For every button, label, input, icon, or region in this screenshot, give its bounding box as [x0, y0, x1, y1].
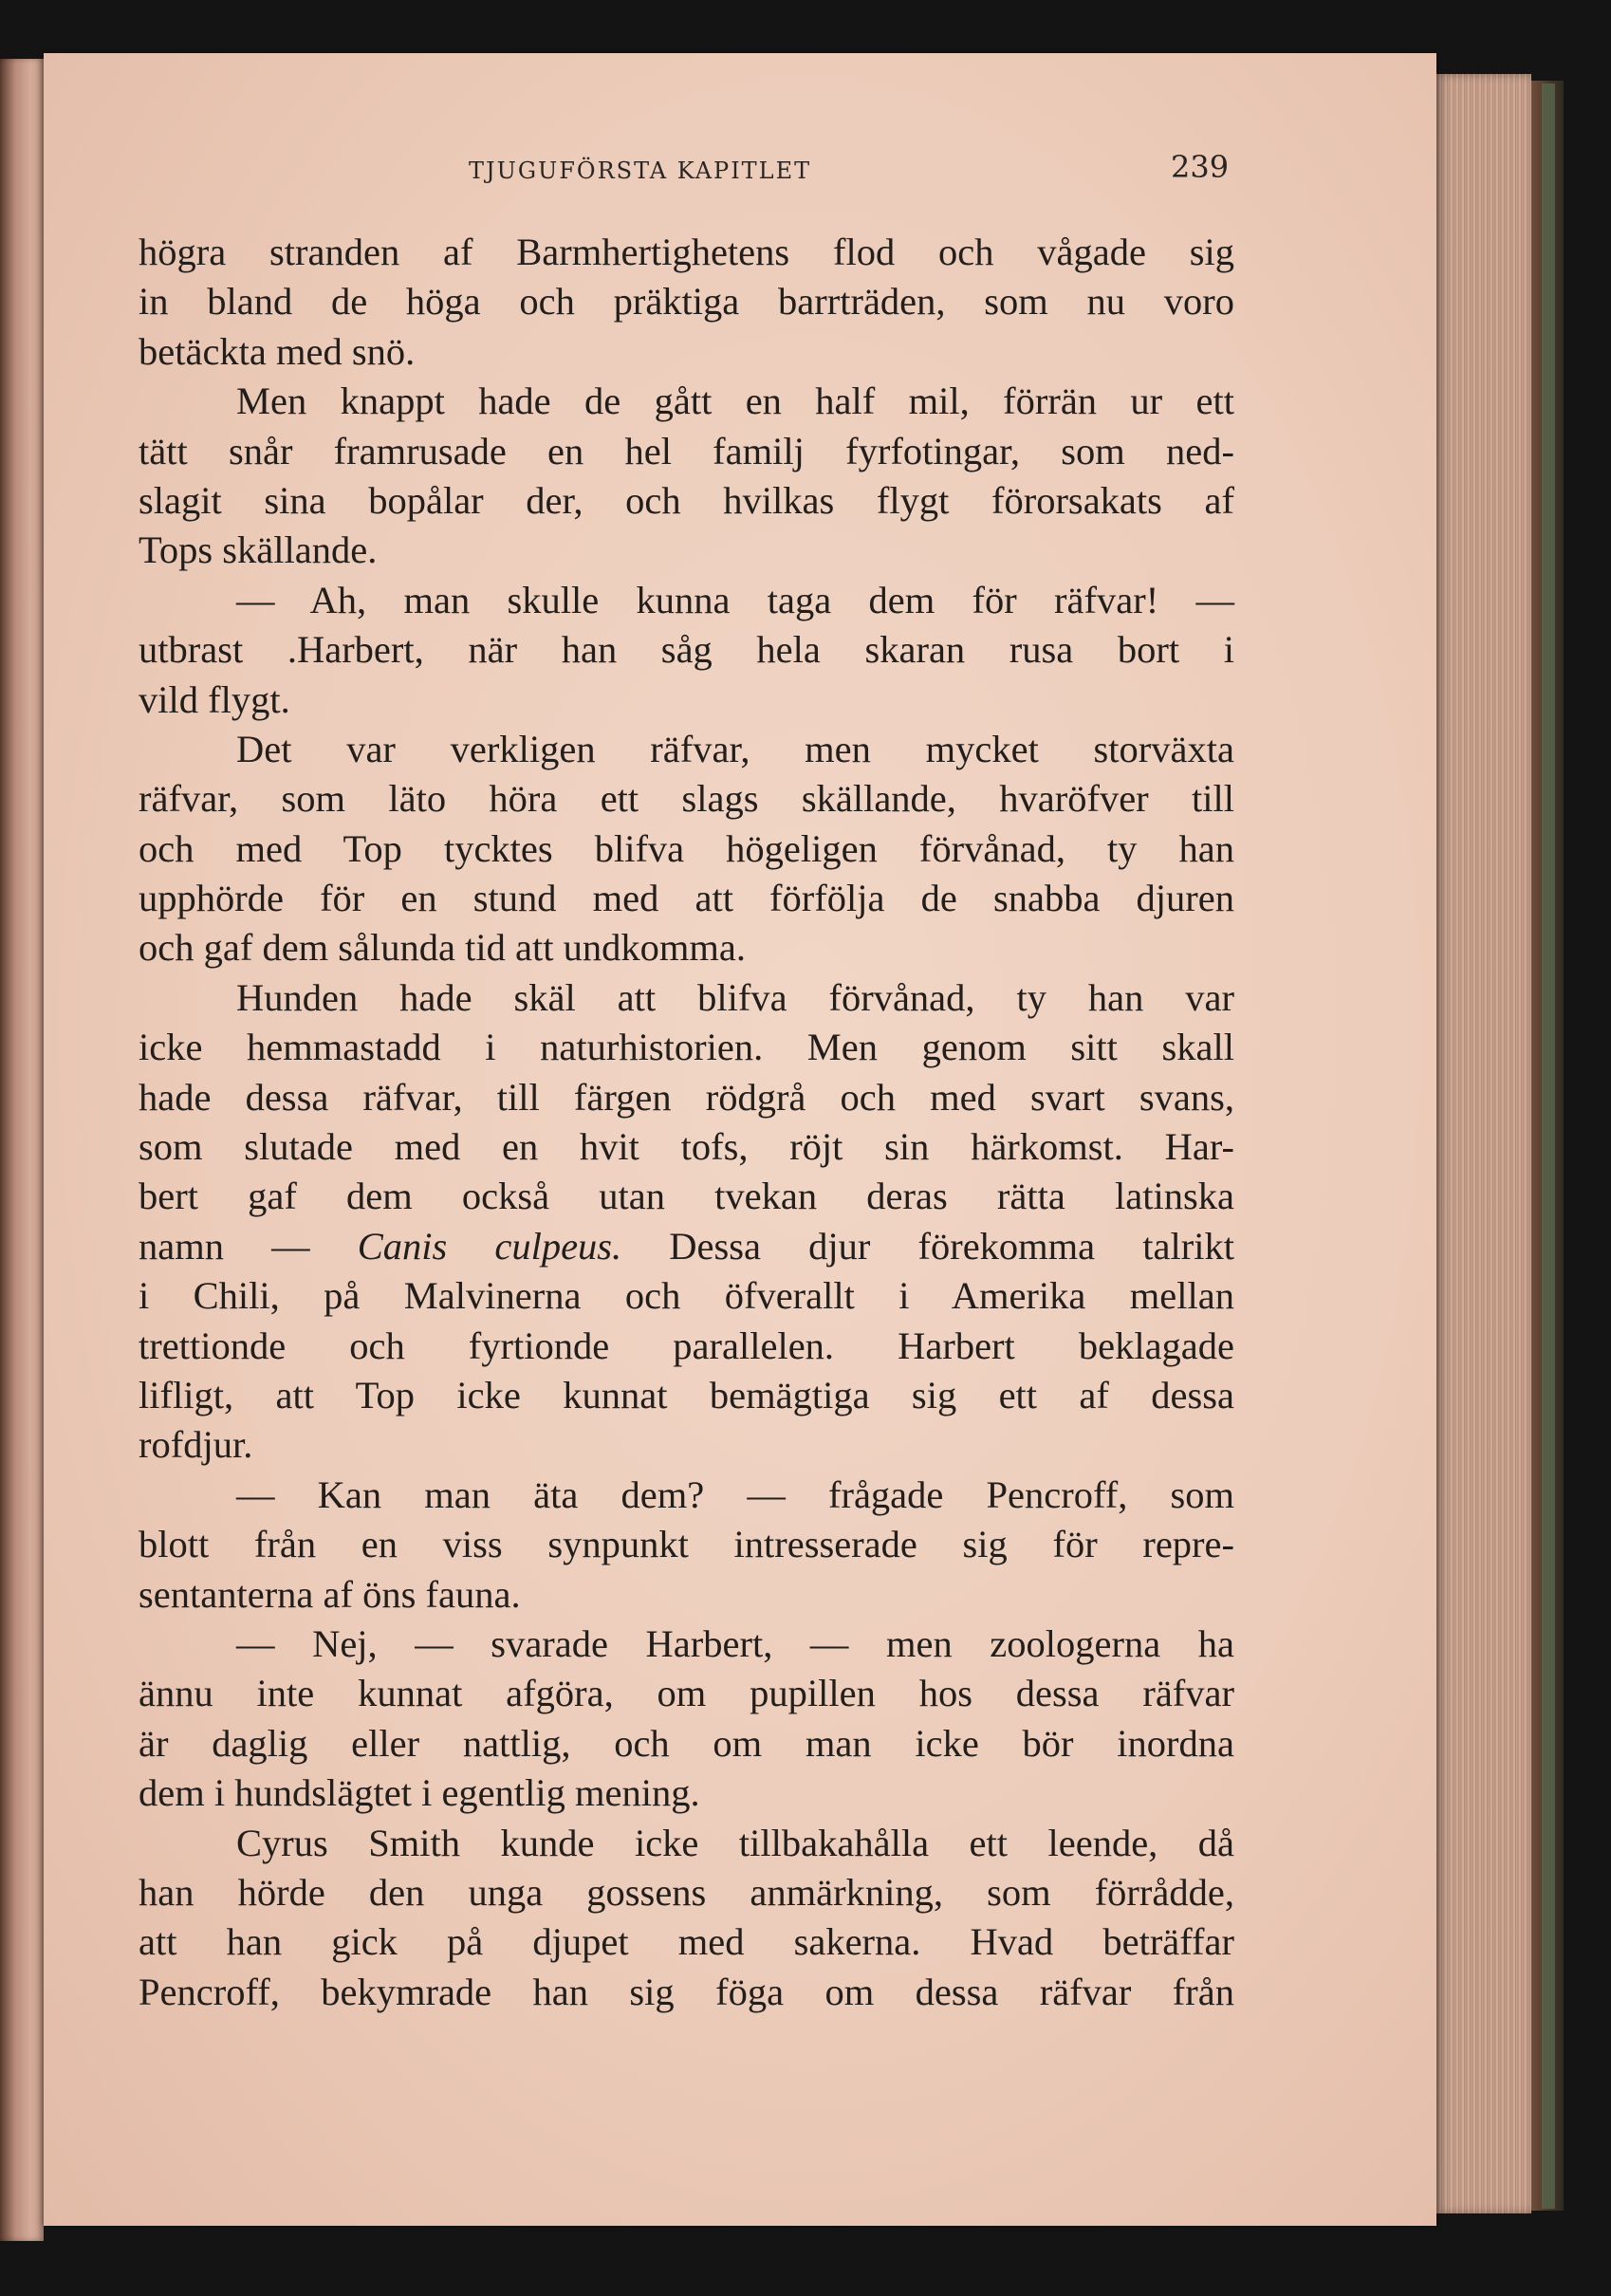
text-line-content: icke hemmastadd i naturhistorien. Men genom sitt skall: [139, 1026, 1234, 1069]
text-line: [139, 1222, 1234, 1271]
text-line: [139, 1073, 1234, 1122]
text-line: [139, 1768, 1234, 1818]
text-line: [139, 1520, 1234, 1569]
text-line-content: räfvar, som läto höra ett slags skällande, hvaröfver till: [139, 777, 1234, 821]
text-line-content: utbrast .Harbert, när han såg hela skaran rusa bort i: [139, 628, 1234, 672]
text-line-content: och gaf dem sålunda tid att undkomma.: [139, 926, 746, 970]
italic-term: Canis culpeus.: [357, 1224, 622, 1268]
text-line: [139, 1172, 1234, 1221]
text-line-content: rofdjur.: [139, 1423, 253, 1467]
text-line: [139, 1868, 1234, 1917]
text-line-content: hade dessa räfvar, till färgen rödgrå och med svart svans,: [139, 1075, 1234, 1119]
text-line: [139, 427, 1234, 476]
text-line: [139, 526, 1234, 575]
text-line: [139, 1271, 1234, 1321]
text-line: [139, 576, 1234, 625]
text-line-content: slagit sina bopålar der, och hvilkas flygt förorsakats af: [139, 478, 1234, 522]
text-line: [139, 923, 1234, 972]
page-block-edges: [1436, 74, 1531, 2213]
text-line-content: Men knappt hade de gått en half mil, förrän ur ett: [236, 380, 1234, 423]
text-line: [139, 874, 1234, 923]
text-line: [139, 327, 1234, 377]
text-line: [139, 1620, 1234, 1669]
text-line-content: — Nej, — svarade Harbert, — men zoologerna ha: [236, 1621, 1234, 1665]
text-line-content: är daglig eller nattlig, och om man icke bör inordna: [139, 1721, 1234, 1765]
text-line-content: vild flygt.: [139, 677, 290, 721]
text-line-content: lifligt, att Top icke kunnat bemägtiga sig ett af dessa: [139, 1373, 1234, 1416]
text-line-content: — Ah, man skulle kunna taga dem för räfvar! —: [236, 578, 1234, 621]
text-line: [139, 1122, 1234, 1172]
text-line: [139, 277, 1234, 326]
text-line-content: upphörde för en stund med att förfölja de snabba djuren: [139, 877, 1234, 920]
body-text: [139, 228, 1234, 2017]
text-line-content: Pencroff, bekymrade han sig föga om dessa räfvar från: [139, 1970, 1234, 2013]
text-line: [139, 1719, 1234, 1768]
text-line: [139, 725, 1234, 774]
text-line: [139, 1371, 1234, 1420]
text-line-content: högra stranden af Barmhertighetens flod och vågade sig: [139, 231, 1234, 273]
text-line: [139, 1420, 1234, 1470]
text-line-content: betäckta med snö.: [139, 329, 416, 373]
text-line: [139, 774, 1234, 824]
text-line-content: in bland de höga och präktiga barrträden, som nu voro: [139, 280, 1234, 324]
text-line: [139, 1968, 1234, 2017]
text-line: [139, 625, 1234, 675]
text-line: [139, 973, 1234, 1023]
text-line-content: blott från en viss synpunkt intresserade sig för repre-: [139, 1523, 1234, 1566]
text-line: [139, 228, 1234, 277]
text-line: [139, 1023, 1234, 1072]
text-line-content: och med Top tycktes blifva högeligen förvånad, ty han: [139, 826, 1234, 870]
text-line: [139, 1669, 1234, 1718]
page-number: 239: [1171, 149, 1230, 185]
text-line-content: bert gaf dem också utan tvekan deras rätta latinska: [139, 1175, 1234, 1218]
text-line: [139, 824, 1234, 874]
text-line-content: sentanterna af öns fauna.: [139, 1572, 521, 1616]
text-line: [139, 1819, 1234, 1868]
text-line-content: namn —: [139, 1224, 358, 1268]
text-line-content: tätt snår framrusade en hel familj fyrfotingar, som ned-: [139, 429, 1234, 472]
text-line: [139, 476, 1234, 526]
text-line-content: Cyrus Smith kunde icke tillbakahålla ett leende, då: [236, 1821, 1234, 1864]
book-cover-cloth: [1542, 83, 1555, 2209]
text-line: [139, 377, 1234, 426]
text-line-content: Tops skällande.: [139, 528, 378, 572]
text-line-content: dem i hundslägtet i egentlig mening.: [139, 1771, 700, 1815]
text-line: [139, 676, 1234, 725]
text-line-continuation: Dessa djur förekomma talrikt: [621, 1224, 1234, 1268]
text-line-content: som slutade med en hvit tofs, röjt sin härkomst. Har-: [139, 1125, 1234, 1169]
text-line-content: — Kan man äta dem? — frågade Pencroff, som: [236, 1472, 1234, 1516]
text-line-content: Hunden hade skäl att blifva förvånad, ty han var: [236, 975, 1234, 1019]
running-head: TJUGUFÖRSTA KAPITLET: [469, 157, 812, 184]
text-line: [139, 1570, 1234, 1620]
text-line-content: ännu inte kunnat afgöra, om pupillen hos dessa räfvar: [139, 1672, 1234, 1715]
text-line: [139, 1917, 1234, 1967]
text-line: [139, 1322, 1234, 1371]
text-line-content: trettionde och fyrtionde parallelen. Harbert beklagade: [139, 1324, 1234, 1367]
text-line-content: i Chili, på Malvinerna och öfverallt i Amerika mellan: [139, 1274, 1234, 1318]
text-line: [139, 1471, 1234, 1520]
left-page-edge: [0, 59, 44, 2241]
text-line-content: Det var verkligen räfvar, men mycket storväxta: [236, 727, 1234, 770]
text-line-content: att han gick på djupet med sakerna. Hvad beträffar: [139, 1920, 1234, 1964]
text-line-content: han hörde den unga gossens anmärkning, som förrådde,: [139, 1870, 1234, 1914]
